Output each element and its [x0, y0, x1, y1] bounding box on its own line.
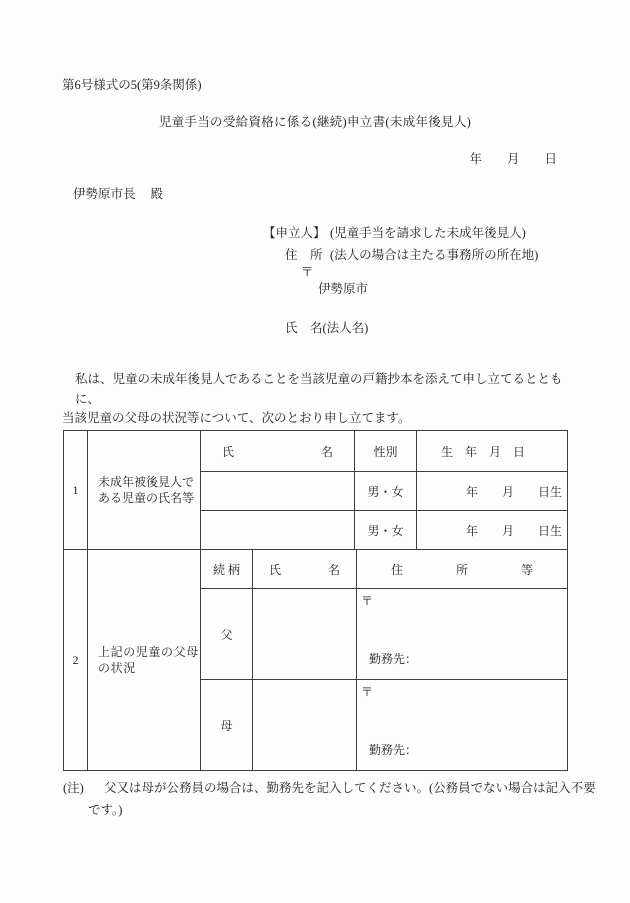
- father-address-cell: [357, 589, 567, 680]
- declaration-paragraph: [62, 370, 577, 429]
- parent-name-header-right: 名: [327, 562, 340, 577]
- table-section-2: [64, 550, 567, 770]
- child1-name-cell: [201, 472, 355, 511]
- applicant-label: 【申立人】: [263, 226, 326, 240]
- note-prefix: (注): [63, 781, 84, 795]
- mother-address-cell: [357, 680, 567, 770]
- section1-number-cell: [64, 431, 88, 550]
- table-section-1: [64, 431, 567, 550]
- child-name-header-cell: [201, 431, 355, 472]
- addressee-name: 伊勢原市長: [73, 187, 136, 201]
- applicant-label-note: (児童手当を請求した未成年後見人): [330, 226, 526, 240]
- declaration-line-2: 当該児童の父母の状況等について、次のとおり申し立てます。: [62, 411, 411, 425]
- declaration-line-1: 私は、児童の未成年後見人であることを当該児童の戸籍抄本を添えて申し立てるとともに、: [75, 372, 563, 406]
- parent-name-header-cell: [253, 550, 357, 589]
- address-note: (法人の場合は主たる事務所の所在地): [330, 248, 539, 262]
- child2-name-cell: [201, 511, 355, 550]
- address-header-cell: [357, 550, 567, 589]
- addressee-line: [73, 186, 163, 202]
- applicant-name-label: 氏 名(法人名): [285, 321, 369, 335]
- birthdate-header-cell: 生 年 月 日: [417, 431, 567, 472]
- section2-label-line2: の状況: [98, 661, 136, 675]
- section1-number: 1: [72, 482, 79, 497]
- mother-relation-cell: 母: [201, 680, 253, 770]
- section2-number: 2: [72, 652, 79, 667]
- child1-sex-cell: 男・女: [355, 472, 417, 511]
- mother-postal-mark: 〒: [361, 685, 374, 699]
- child2-birthdate-cell: 年 月 日生: [417, 511, 567, 550]
- address-label: 住 所: [285, 248, 323, 262]
- father-workplace-label: 勤務先：: [369, 652, 418, 666]
- applicant-address-value: 伊勢原市: [318, 282, 369, 296]
- form-title: 児童手当の受給資格に係る(継続)申立書(未成年後見人): [158, 115, 472, 129]
- relation-header-cell: 続 柄: [201, 550, 253, 589]
- applicant-postal-mark: 〒: [301, 265, 314, 279]
- mother-workplace-label: 勤務先：: [369, 743, 418, 757]
- address-header-mid: 所: [455, 562, 468, 577]
- father-postal-mark: 〒: [361, 594, 374, 608]
- section1-label-cell: [88, 431, 201, 550]
- child1-birthdate-cell: 年 月 日生: [417, 472, 567, 511]
- addressee-honorific: 殿: [150, 187, 164, 201]
- name-header-left: 氏: [222, 444, 235, 459]
- date-placeholder: 年 月 日: [469, 152, 557, 166]
- parent-name-header-left: 氏: [269, 562, 282, 577]
- section2-number-cell: [64, 550, 88, 770]
- father-name-cell: [253, 589, 357, 680]
- form-number: 第6号様式の5(第9条関係): [62, 78, 202, 92]
- address-header-right: 等: [520, 562, 533, 577]
- address-header-left: 住: [391, 562, 404, 577]
- name-header-right: 名: [320, 444, 333, 459]
- note-line-1: 父又は母が公務員の場合は、勤務先を記入してください。(公務員でない場合は記入不要: [104, 781, 596, 795]
- note-line-2: です。): [88, 803, 123, 817]
- applicant-address-line: [285, 247, 538, 263]
- section2-label-cell: [88, 550, 201, 770]
- mother-name-cell: [253, 680, 357, 770]
- applicant-heading: [263, 225, 526, 241]
- section2-label-line1: 上記の児童の父母: [98, 645, 199, 659]
- father-relation-cell: 父: [201, 589, 253, 680]
- section1-label-line1: 未成年被後見人で: [98, 475, 195, 489]
- child2-sex-cell: 男・女: [355, 511, 417, 550]
- declaration-table: [63, 430, 568, 771]
- sex-header-cell: 性別: [355, 431, 417, 472]
- section1-label-line2: ある児童の氏名等: [98, 491, 195, 505]
